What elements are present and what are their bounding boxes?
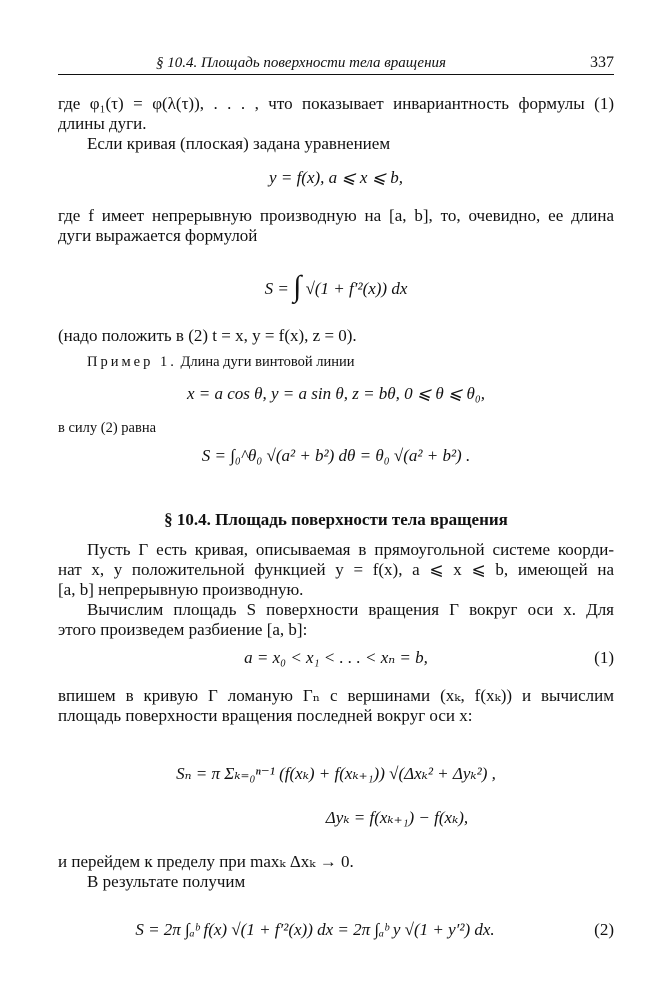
text-line: где f имеет непрерывную производную на [a, b], то, очевидно, ее длина <box>58 206 614 225</box>
text-line: и перейдем к пределу при maxₖ Δxₖ → 0. <box>58 852 354 871</box>
text-line: впишем в кривую Γ ломаную Γₙ с вершинами (xₖ, f(xₖ)) и вычислим <box>58 686 614 705</box>
text-line: длины дуги. <box>58 114 147 133</box>
equation-partition: a = x₀ < x₁ < . . . < xₙ = b, <box>244 648 428 667</box>
equation-helix: x = a cos θ, y = a sin θ, z = bθ, 0 ⩽ θ ⩽ θ₀, <box>186 384 486 403</box>
text-line: Вычислим площадь S поверхности вращения Γ вокруг оси x. Для <box>87 600 614 619</box>
example-text: Длина дуги винтовой линии <box>180 354 355 370</box>
equation-number: (1) <box>594 648 614 667</box>
text-line: В результате получим <box>87 872 246 891</box>
equation-surface-sum: Sₙ = π Σₖ₌₀ⁿ⁻¹ (f(xₖ) + f(xₖ₊₁)) √(Δxₖ² + Δyₖ²) , <box>176 764 496 783</box>
text-line: Если кривая (плоская) задана уравнением <box>87 134 391 153</box>
example-label: Пример 1. <box>87 354 177 370</box>
equation-number: (2) <box>594 920 614 939</box>
text-line: Пусть Γ есть кривая, описываемая в прямоугольной системе коорди- <box>87 540 614 559</box>
section-title: § 10.4. Площадь поверхности тела вращения <box>164 510 508 529</box>
equation-delta-y: Δyₖ = f(xₖ₊₁) − f(xₖ), <box>325 808 469 827</box>
text-line: [a, b] непрерывную производную. <box>58 580 304 599</box>
text-line: где φ₁(τ) = φ(λ(τ)), . . . , что показывает инвариантность формулы (1) <box>58 94 614 113</box>
text-line: (надо положить в (2) t = x, y = f(x), z = 0). <box>58 326 357 345</box>
text-line: дуги выражается формулой <box>58 226 258 245</box>
page-header <box>58 52 614 75</box>
page-number: 337 <box>590 54 614 71</box>
text-line: этого произведем разбиение [a, b]: <box>58 620 308 639</box>
equation-curve: y = f(x), a ⩽ x ⩽ b, <box>269 168 403 187</box>
text-line: площадь поверхности вращения последней вокруг оси x: <box>58 706 473 725</box>
equation-surface-area: S = 2π ∫ₐᵇ f(x) √(1 + f′²(x)) dx = 2π ∫ₐᵇ y √(1 + y′²) dx. <box>135 920 495 939</box>
example-line <box>87 352 614 372</box>
equation-arc-length: S = ∫ √(1 + f′²(x)) dx <box>264 270 408 303</box>
integral-sign: ∫ <box>293 270 302 303</box>
text-line: в силу (2) равна <box>58 420 157 436</box>
running-title: § 10.4. Площадь поверхности тела вращения <box>156 55 446 71</box>
equation-helix-length: S = ∫₀^θ₀ √(a² + b²) dθ = θ₀ √(a² + b²) . <box>201 446 471 465</box>
text-line: нат x, y положительной функцией y = f(x), a ⩽ x ⩽ b, имеющей на <box>58 560 614 579</box>
